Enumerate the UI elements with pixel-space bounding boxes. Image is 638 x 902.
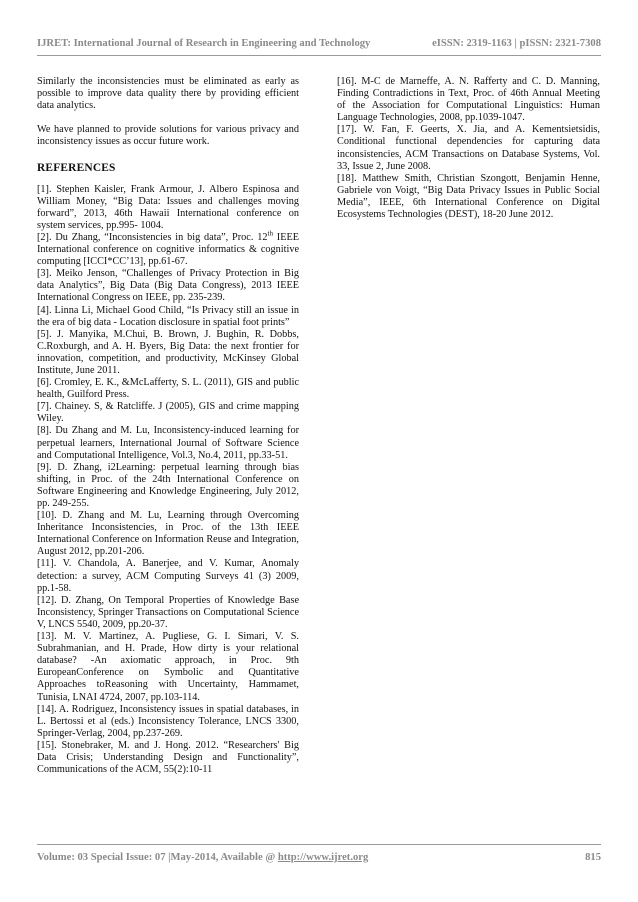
conclusion-paragraph-1: Similarly the inconsistencies must be eliminated as early as possible to improve data quality there by providing efficient data analytics. <box>37 76 299 112</box>
reference-item: [17]. W. Fan, F. Geerts, X. Jia, and A. Kementsietsidis, Conditional functional dependencies for capturing data inconsistencies, ACM Transactions on Database Systems, Vol. 33, Issue 2, June 2008. <box>337 124 600 172</box>
reference-item: [5]. J. Manyika, M.Chui, B. Brown, J. Bughin, R. Dobbs, C.Roxburgh, and A. H. Byers, Big Data: the next frontier for innovation, competition, and productivity, McKinsey Global Institute, June 2011. <box>37 328 299 376</box>
references-heading: REFERENCES <box>37 162 116 175</box>
reference-item: [7]. Chainey. S, & Ratcliffe. J (2005), GIS and crime mapping Wiley. <box>37 401 299 425</box>
reference-item: [6]. Cromley, E. K., &McLafferty, S. L. (2011), GIS and public health, Guilford Press. <box>37 377 299 401</box>
reference-item: [3]. Meiko Jenson, “Challenges of Privacy Protection in Big data Analytics”, Big Data (Big Data Congress), 2013 IEEE International Congress on IEEE, pp. 235-239. <box>37 268 299 304</box>
reference-item: [14]. A. Rodriguez, Inconsistency issues in spatial databases, in L. Bertossi et al (eds.) Inconsistency Tolerance, LNCS 3300, Springer-Verlag, 2004, pp.237-269. <box>37 703 299 739</box>
footer-divider <box>37 844 601 845</box>
reference-item: [11]. V. Chandola, A. Banerjee, and V. Kumar, Anomaly detection: a survey, ACM Computing Surveys 41 (3) 2009, pp.1-58. <box>37 558 299 594</box>
left-column <box>37 76 299 776</box>
reference-item: [18]. Matthew Smith, Christian Szongott, Benjamin Henne, Gabriele von Voigt, “Big Data Privacy Issues in Public Social Media”, IEEE, 6th International Conference on Digital Ecosystems Technologies (DEST), 18-20 June 2012. <box>337 172 600 221</box>
journal-title: IJRET: International Journal of Research in Engineering and Technology <box>37 38 371 49</box>
reference-item: [4]. Linna Li, Michael Good Child, “Is Privacy still an issue in the era of big data - Location disclosure in spatial foot prints” <box>37 304 299 328</box>
right-column <box>337 76 600 221</box>
page-number: 815 <box>585 852 601 863</box>
reference-item: [1]. Stephen Kaisler, Frank Armour, J. Albero Espinosa and William Money, “Big Data: Issues and challenges moving forward”, 2013, 46th Hawaii International conference on system services, pp.995- 1004. <box>37 183 299 231</box>
reference-item: [16]. M-C de Marneffe, A. N. Rafferty and C. D. Manning, Finding Contradictions in Text, Proc. of 46th Annual Meeting of the Association for Computational Linguistics: Human Language Technologies, 2008, pp.1039-1047. <box>337 76 600 124</box>
reference-item: [9]. D. Zhang, i2Learning: perpetual learning through bias shifting, in Proc. of the 24th International Conference on Software Engineering and Knowledge Engineering, July 2012, pp. 249-255. <box>37 461 299 509</box>
reference-item: [15]. Stonebraker, M. and J. Hong. 2012. “Researchers' Big Data Crisis; Understanding Design and Functionality”, Communications of the ACM, 55(2):10-11 <box>37 739 299 776</box>
reference-item: [12]. D. Zhang, On Temporal Properties of Knowledge Base Inconsistency, Springer Transactions on Computational Science V, LNCS 5540, 2009, pp.20-37. <box>37 594 299 630</box>
issn-info: eISSN: 2319-1163 | pISSN: 2321-7308 <box>432 38 601 49</box>
reference-item: [8]. Du Zhang and M. Lu, Inconsistency-induced learning for perpetual learners, International Journal of Software Science and Computational Intelligence, Vol.3, No.4, 2011, pp.33-51. <box>37 425 299 461</box>
page-footer <box>37 852 601 863</box>
page-header <box>37 38 601 49</box>
journal-link[interactable]: http://www.ijret.org <box>277 852 369 863</box>
reference-item: [10]. D. Zhang and M. Lu, Learning through Overcoming Inheritance Inconsistencies, in Proc. of the 13th IEEE International Conference on Information Reuse and Integration, August 2012, pp.201-206. <box>37 510 299 558</box>
volume-info: Volume: 03 Special Issue: 07 |May-2014, Available @ http://www.ijret.org <box>37 852 369 863</box>
reference-item: [2]. Du Zhang, “Inconsistencies in big data”, Proc. 12th IEEE International conference on cognitive informatics & cognitive computing [ICCI*CC’13], pp.61-67. <box>37 229 299 268</box>
reference-item: [13]. M. V. Martinez, A. Pugliese, G. I. Simari, V. S. Subrahmanian, and H. Prade, How dirty is your relational database? -An axiomatic approach, in Proc. 9th EuropeanConference on Symbolic and Quantitative Approaches toReasoning with Uncertainty, Hammamet, Tunisia, LNAI 4724, 2007, pp.103-114. <box>37 631 299 703</box>
header-divider <box>37 55 601 56</box>
conclusion-paragraph-2: We have planned to provide solutions for various privacy and inconsistency issues as occur future work. <box>37 124 299 148</box>
